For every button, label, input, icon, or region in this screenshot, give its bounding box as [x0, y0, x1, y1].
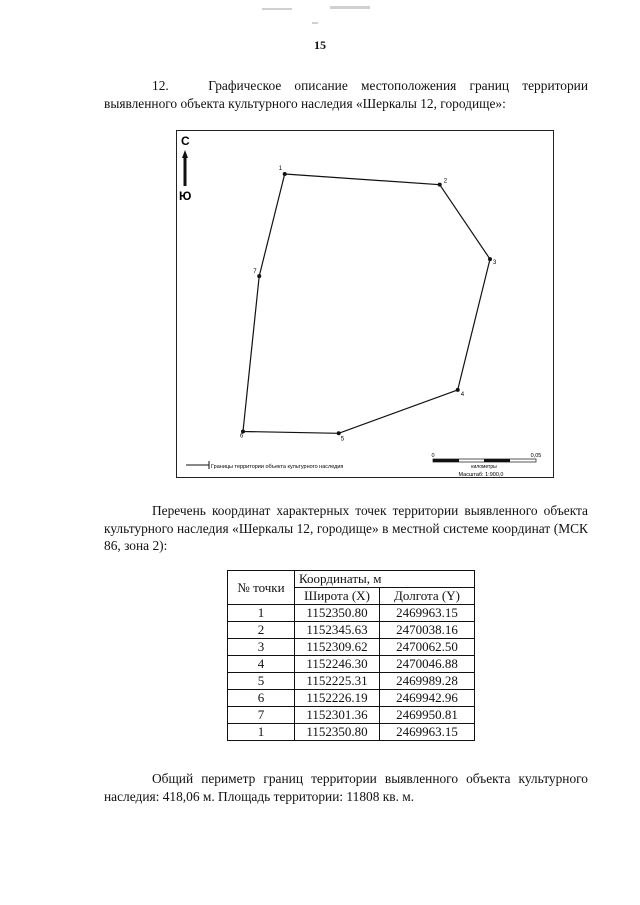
- scale-bar-segment: [433, 459, 459, 462]
- boundary-point-label: 2: [443, 178, 448, 185]
- cell-point-number: 3: [228, 639, 295, 656]
- cell-longitude: 2470062.50: [380, 639, 475, 656]
- boundary-point-label: 3: [493, 260, 497, 267]
- cell-latitude: 1152246.30: [295, 656, 380, 673]
- summary-paragraph: Общий периметр границ территории выявленного объекта культурного наследия: 418,06 м. Площадь территории: 11808 кв. м.: [104, 771, 588, 804]
- map-frame: [177, 131, 554, 478]
- cell-point-number: 2: [228, 622, 295, 639]
- cell-longitude: 2469942.96: [380, 690, 475, 707]
- scale-ratio-label: Масштаб: 1:900,0: [458, 472, 504, 478]
- table-row: [228, 656, 475, 673]
- boundary-map-svg: [176, 130, 554, 478]
- cell-longitude: 2470046.88: [380, 656, 475, 673]
- cell-latitude: 1152350.80: [295, 724, 380, 741]
- coordinates-intro: Перечень координат характерных точек территории выявленного объекта культурного наследия «Шеркалы 12, городище» в местной системе координат (МСК 86, зона 2):: [104, 503, 588, 553]
- cell-point-number: 7: [228, 707, 295, 724]
- coordinates-table: [227, 570, 475, 741]
- scan-noise: [262, 8, 292, 10]
- table-row: [228, 690, 475, 707]
- cell-point-number: 4: [228, 656, 295, 673]
- header-longitude: Долгота (Y): [380, 588, 475, 605]
- cell-longitude: 2469963.15: [380, 605, 475, 622]
- cell-longitude: 2470038.16: [380, 622, 475, 639]
- scan-noise: [330, 6, 370, 9]
- cell-latitude: 1152345.63: [295, 622, 380, 639]
- legend-label: Границы территории объекта культурного наследия: [211, 464, 344, 470]
- cell-point-number: 6: [228, 690, 295, 707]
- cell-longitude: 2469950.81: [380, 707, 475, 724]
- boundary-map: [176, 130, 554, 478]
- table-row: [228, 673, 475, 690]
- boundary-point-label: 4: [460, 391, 465, 398]
- scale-unit-label: километры: [471, 464, 497, 470]
- cell-latitude: 1152309.62: [295, 639, 380, 656]
- scale-bar-segment: [484, 459, 510, 462]
- table-row: [228, 622, 475, 639]
- table-header-row: [228, 571, 475, 588]
- cell-latitude: 1152226.19: [295, 690, 380, 707]
- scale-start-label: 0: [431, 453, 435, 459]
- scale-end-label: 0,05: [530, 453, 542, 459]
- cell-latitude: 1152350.80: [295, 605, 380, 622]
- table-row: [228, 605, 475, 622]
- table-row: [228, 707, 475, 724]
- boundary-point-label: 6: [240, 433, 244, 440]
- boundary-point-label: 5: [340, 436, 345, 443]
- boundary-point: [438, 183, 442, 187]
- table-row: [228, 639, 475, 656]
- header-coordinates: Координаты, м: [295, 571, 475, 588]
- compass-south-label: Ю: [179, 189, 192, 203]
- compass-north-label: С: [181, 134, 190, 148]
- boundary-point: [456, 388, 460, 392]
- section-number: 12.: [152, 78, 169, 93]
- section-title: Графическое описание местоположения границ территории выявленного объекта культурного наследия «Шеркалы 12, городище»:: [104, 78, 589, 111]
- scan-noise: [312, 22, 318, 24]
- cell-longitude: 2469989.28: [380, 673, 475, 690]
- header-point-number: № точки: [228, 571, 295, 605]
- cell-latitude: 1152225.31: [295, 673, 380, 690]
- cell-longitude: 2469963.15: [380, 724, 475, 741]
- section-heading: [104, 77, 588, 112]
- boundary-point: [488, 257, 492, 261]
- header-latitude: Широта (X): [295, 588, 380, 605]
- cell-point-number: 5: [228, 673, 295, 690]
- cell-point-number: 1: [228, 605, 295, 622]
- boundary-point: [337, 431, 341, 435]
- page-number: 15: [314, 38, 326, 52]
- boundary-point-label: 1: [278, 166, 283, 172]
- boundary-point: [283, 172, 287, 176]
- table-row: [228, 724, 475, 741]
- boundary-point: [257, 274, 261, 278]
- boundary-point-label: 7: [253, 269, 257, 276]
- cell-point-number: 1: [228, 724, 295, 741]
- cell-latitude: 1152301.36: [295, 707, 380, 724]
